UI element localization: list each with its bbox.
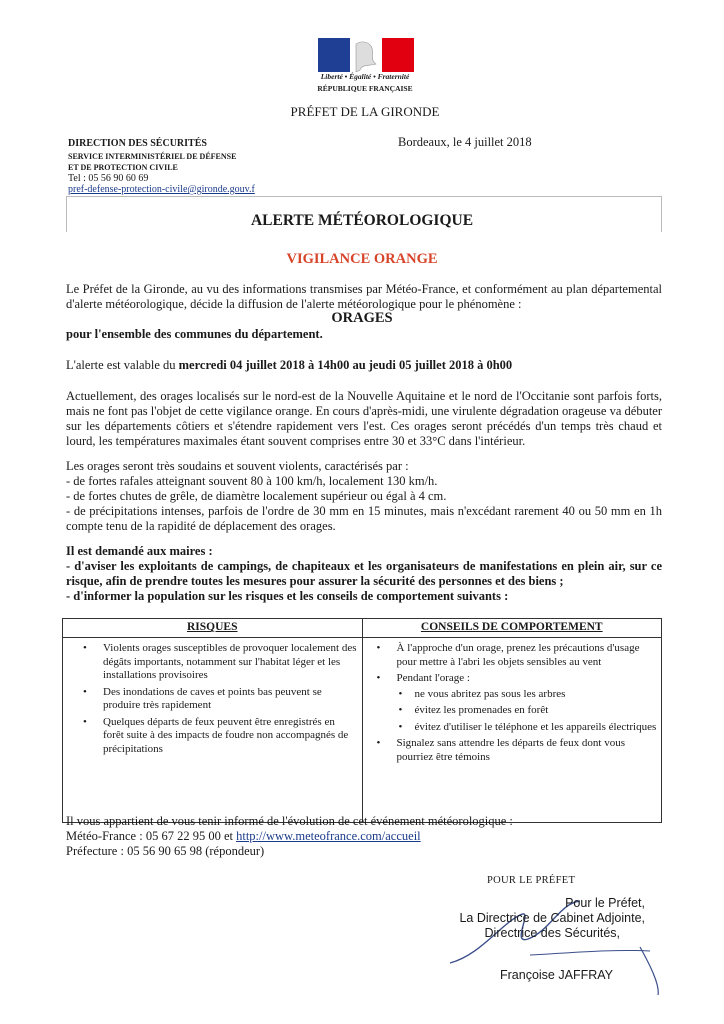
characteristics [66,459,662,534]
alert-title: ALERTE MÉTÉOROLOGIQUE [250,212,474,229]
signature-line-1: Pour le Préfet, [565,896,645,910]
signature-line-2: La Directrice de Cabinet Adjointe, [459,911,645,925]
advice-sub-item: • ne vous abritez pas sous les arbres [415,688,658,702]
signatory-name: Françoise JAFFRAY [500,968,613,982]
pour-le-prefet: POUR LE PRÉFET [487,875,576,886]
risks-cell [63,638,363,823]
meteo-phone: Météo-France : 05 67 22 95 00 et [66,829,237,843]
mayors-intro: Il est demandé aux maires : [66,544,213,558]
characteristic-hail: - de fortes chutes de grêle, de diamètre localement supérieur ou égal à 4 cm. [66,489,447,503]
risks-table [62,618,662,823]
phenomenon: ORAGES [331,310,393,326]
document-date: Bordeaux, le 4 juillet 2018 [398,135,532,149]
validity-period: mercredi 04 juillet 2018 à 14h00 au jeudi 05 juillet 2018 à 0h00 [178,358,513,372]
prefet-title: PRÉFET DE LA GIRONDE [290,104,440,119]
advice-sub-item: • évitez les promenades en forêt [415,704,658,718]
direction-title: DIRECTION DES SÉCURITÉS [68,138,207,149]
advice-item: • Signalez sans attendre les départs de feux dont vous pourriez être témoins [397,737,658,764]
validity-prefix: L'alerte est valable du [66,358,179,372]
footer-info [66,814,662,859]
advice-during-storm: Pendant l'orage : [396,672,470,684]
frame-top-line [66,196,662,197]
risk-item: • Violents orages susceptibles de provoquer localement des dégâts importants, notamment sur l'habitat léger et les installations provisoires [103,642,358,683]
prefecture-contact: Préfecture : 05 56 90 65 98 (répondeur) [66,844,265,858]
advice-cell [362,638,662,823]
meteo-contact [66,829,662,844]
mayors-instruction-1: - d'aviser les exploitants de campings, de chapiteaux et les organisateurs de manifestations en plein air, sur ce risque, afin de prendre toutes les mesures pour assurer la sécurité des personnes et des biens ; [66,559,662,588]
validity [66,358,662,373]
footer-info-line: Il vous appartient de vous tenir informé de l'évolution de cet événement météorologique : [66,814,513,828]
risk-item: • Quelques départs de feux peuvent être enregistrés en forêt suite à des impacts de foudre non accompagnés de précipitations [103,716,358,757]
meteo-link[interactable]: http://www.meteofrance.com/accueil [236,829,421,843]
advice-item: • À l'approche d'un orage, prenez les précautions d'usage pour mettre à l'abri les objets sensibles au vent [397,642,658,669]
scope: pour l'ensemble des communes du département. [66,327,323,341]
vigilance-level: VIGILANCE ORANGE [286,251,438,267]
phone-number: Tel : 05 56 90 60 69 [68,173,149,184]
advice-header: CONSEILS DE COMPORTEMENT [362,619,662,638]
intro-paragraph: Le Préfet de la Gironde, au vu des informations transmises par Météo-France, et conformément au plan départemental d'alerte météorologique, décide la diffusion de l'alerte météorologique pour le phénomène : [66,282,662,311]
advice-sub-item: • évitez d'utiliser le téléphone et les appareils électriques [415,721,658,735]
characteristic-rain: - de précipitations intenses, parfois de l'ordre de 30 mm en 15 minutes, mais n'excédant rarement 40 ou 50 mm en 1h compte tenu de la rapidité de déplacement des orages. [66,504,662,533]
motto: Liberté • Égalité • Fraternité [320,72,410,81]
characteristic-wind: - de fortes rafales atteignant souvent 80 à 100 km/h, localement 130 km/h. [66,474,438,488]
mayors-instruction-2: - d'informer la population sur les risques et les conseils de comportement suivants : [66,589,509,603]
service-name: SERVICE INTERMINISTÉRIEL DE DÉFENSE ET DE PROTECTION CIVILE [68,152,237,172]
signature-line-3: Directrice des Sécurités, [484,926,620,940]
characteristics-intro: Les orages seront très soudains et souvent violents, caractérisés par : [66,459,409,473]
republic-label: RÉPUBLIQUE FRANÇAISE [317,84,413,93]
situation-paragraph: Actuellement, des orages localisés sur le nord-est de la Nouvelle Aquitaine et le nord de l'Occitanie sont parfois forts, mais ne font pas l'objet de cette vigilance orange. En cours d'après-midi, une virulente dégradation orageuse va débuter sur les départements côtiers et s'étendre rapidement vers l'est. Ces orages seront précédés d'un temps très chaud et lourd, les températures maximales étant souvent comprises entre 30 et 33°C dans l'intérieur. [66,389,662,448]
email-link[interactable]: pref-defense-protection-civile@gironde.gouv.f [68,184,255,195]
risk-item: • Des inondations de caves et points bas peuvent se produire très rapidement [103,686,358,713]
mayors-instructions [66,544,662,604]
risks-header: RISQUES [63,619,363,638]
advice-item [397,672,658,734]
